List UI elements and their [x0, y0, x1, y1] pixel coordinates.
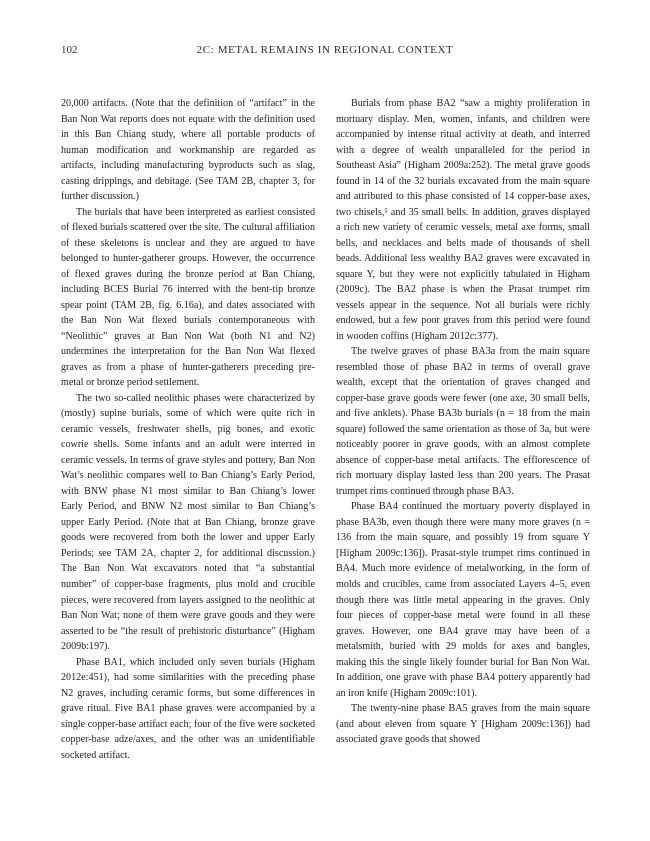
page-number: 102 [61, 44, 78, 56]
paragraph: The two so-called neolithic phases were characterized by (mostly) supine burials, some of which were quite rich in ceramic vessels, freshwater shells, pig bones, and exotic cowrie shells. Some infants and an adult were interred in ceramic vessels. In terms of grave styles and pottery, Ban Non Wat’s neolithic compares well to Ban Chiang’s Early Period, with BNW phase N1 most similar to Ban Chiang’s lower Early Period, and BNW N2 most similar to Ban Chiang’s upper Early Period. (Note that at Ban Chiang, bronze grave goods were recovered from both the lower and upper Early Periods; see TAM 2A, chapter 2, for additional discussion.) The Ban Non Wat excavators noted that “a substantial number” of copper-base fragments, plus mold and crucible pieces, were recovered from layers assigned to the neolithic at Ban Non Wat; none of them were grave goods and they were asserted to be “the result of prehistoric disturbance” (Higham 2009b:197). [61, 392, 315, 653]
paragraph: The twenty-nine phase BA5 graves from the main square (and about eleven from square Y [Higham 2009c:136]) had associated grave goods that showed [336, 703, 590, 746]
paragraph: Burials from phase BA2 “saw a mighty proliferation in mortuary display. Men, women, infants, and children were accompanied by intense ritual activity at death, and interred with a degree of wealth unparalleled for the period in Southeast Asia” (Higham 2009a:252). The metal grave goods found in 14 of the 32 burials excavated from the main square and attributed to this phase consisted of 14 copper-base axes, two chisels,⁵ and 35 small bells. In addition, graves displayed a rich new variety of ceramic vessels, metal axe forms, small bells, and necklaces and belts made of thousands of shell beads. Additional less wealthy BA2 graves were excavated in square Y, but they were not explicitly tabulated in Higham (2009c). The BA2 phase is when the Prasat trumpet rim vessels appear in the sequence. Not all burials were richly endowed, but a few poor graves from this period were found in wooden coffins (Higham 2012c:377). [336, 98, 590, 342]
paragraph: The burials that have been interpreted as earliest consisted of flexed burials scattered over the site. The cultural affiliation of these skeletons is unclear and they are argued to have belonged to hunter-gatherer groups. However, the occurrence of flexed graves during the bronze period at Ban Chiang, including BCES Burial 76 interred with the bent-tip bronze spear point (TAM 2B, fig. 6.16a), and dates associated with the Ban Non Wat flexed burials contemporaneous with “Neolithic” graves at Ban Non Wat (both N1 and N2) undermines the interpretation for the Ban Non Wat flexed graves as from a phase of hunter-gatherers preceding pre-metal or bronze period settlement. [61, 206, 315, 389]
text-column-left [61, 96, 315, 763]
running-header [61, 44, 589, 58]
paragraph: 20,000 artifacts. (Note that the definition of “artifact” in the Ban Non Wat reports does not equate with the definition used in this Ban Chiang study, where all portable products of human modification and workmanship are regarded as artifacts, including manufacturing byproducts such as slag, casting drippings, and debitage. (See TAM 2B, chapter 3, for further discussion.) [61, 98, 315, 203]
paragraph: Phase BA4 continued the mortuary poverty displayed in phase BA3b, even though there were many more graves (n = 136 from the main square, and possibly 19 from square Y [Higham 2009c:136]). Prasat-style trumpet rims continued in BA4. Much more evidence of metalworking, in the form of molds and crucibles, came from associated Layers 4–5, even though there was little metal appearing in the graves. Only four pieces of copper-base metal were found in all these graves. However, one BA4 grave may have been of a metalsmith, buried with 29 molds for axes and bangles, making this the single likely founder burial for Ban Non Wat. In addition, one grave with phase BA4 pottery apparently had an iron knife (Higham 2009c:101). [336, 501, 590, 699]
text-column-right [336, 96, 590, 748]
paragraph: Phase BA1, which included only seven burials (Higham 2012e:451), had some similarities with the preceding phase N2 graves, including ceramic forms, but some differences in grave ritual. Five BA1 phase graves were accompanied by a single copper-base artifact each; four of the five were socketed copper-base adze/axes, and the other was an unidentifiable socketed artifact. [61, 656, 315, 761]
chapter-title: 2C: METAL REMAINS IN REGIONAL CONTEXT [196, 44, 454, 56]
paragraph: The twelve graves of phase BA3a from the main square resembled those of phase BA2 in terms of overall grave wealth, except that the orientation of graves changed and copper-base grave goods were fewer (one axe, 30 small bells, and five anklets). Phase BA3b burials (n = 18 from the main square) followed the same orientation as those of 3a, but were noticeably poorer in grave goods, with an almost complete absence of copper-base metal artifacts. The efflorescence of rich mortuary display lasted less than 200 years. The Prasat trumpet rims continued through phase BA3. [336, 346, 590, 497]
